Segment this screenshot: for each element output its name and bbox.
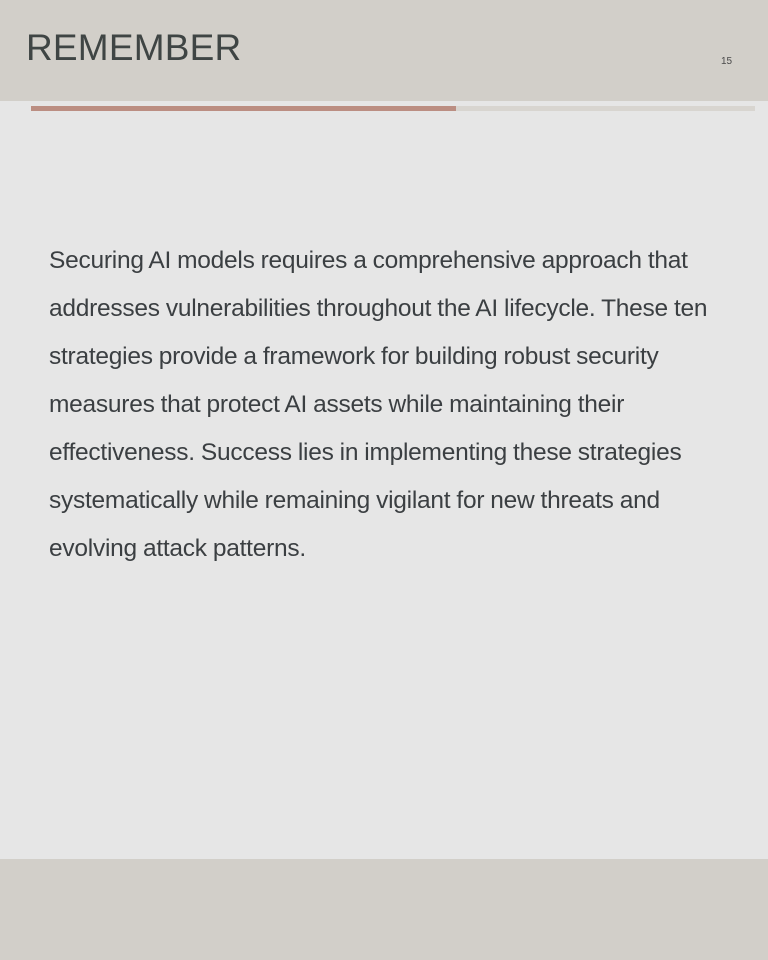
- page-number: 15: [721, 56, 733, 67]
- slide-title: REMEMBER: [26, 27, 242, 68]
- header-band: [0, 0, 768, 101]
- progress-bar: [31, 106, 755, 111]
- body-paragraph: Securing AI models requires a comprehensive approach that addresses vulnerabilities throughout the AI lifecycle. These ten strategies provide a framework for building robust security measures that protect AI assets while maintaining their effectiveness. Success lies in implementing these strategies systematically while remaining vigilant for new threats and evolving attack patterns.: [49, 247, 708, 562]
- progress-fill: [31, 106, 456, 111]
- footer-band: [0, 859, 768, 960]
